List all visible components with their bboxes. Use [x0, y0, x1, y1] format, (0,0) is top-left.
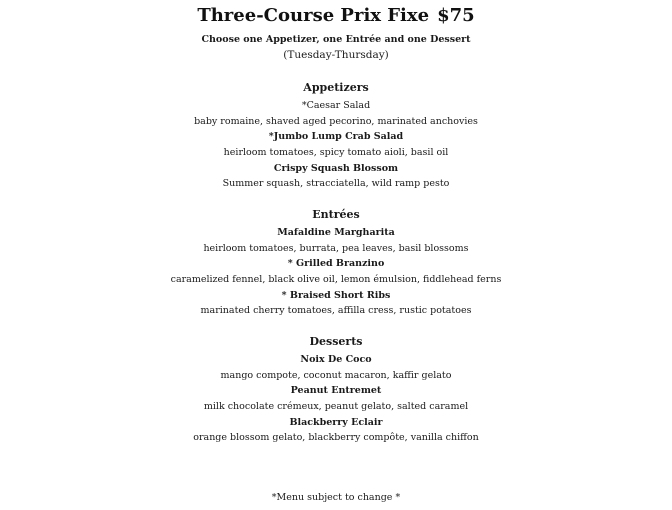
entree-item-description: heirloom tomatoes, burrata, pea leaves, basil blossoms: [203, 242, 469, 254]
appetizers-heading: Appetizers: [303, 81, 369, 94]
dessert-item-name: Noix De Coco: [300, 354, 372, 365]
dessert-item-description: orange blossom gelato, blackberry compôte, vanilla chiffon: [193, 432, 479, 444]
entree-item-name: Mafaldine Margharita: [277, 227, 395, 238]
dessert-item-name: Blackberry Eclair: [289, 416, 383, 428]
dessert-item-name: Peanut Entremet: [290, 385, 382, 397]
appetizer-item-name: *Caesar Salad: [301, 100, 371, 111]
menu-title: [0, 4, 672, 28]
menu-title-text: Three-Course Prix Fixe: [197, 5, 430, 26]
appetizer-item-description: baby romaine, shaved aged pecorino, marinated anchovies: [194, 115, 478, 127]
menu-price: $75: [437, 5, 475, 26]
appetizer-item-name: Crispy Squash Blossom: [273, 162, 399, 174]
entree-item-description: caramelized fennel, black olive oil, lemon émulsion, fiddlehead ferns: [170, 274, 502, 286]
menu-days: (Tuesday-Thursday): [283, 49, 389, 61]
menu-footer-note: *Menu subject to change *: [271, 492, 401, 503]
menu-subtitle: Choose one Appetizer, one Entrée and one Dessert: [201, 34, 471, 45]
appetizer-item-name: *Jumbo Lump Crab Salad: [268, 131, 404, 143]
entrees-heading: Entrées: [312, 208, 360, 221]
desserts-heading: Desserts: [309, 335, 363, 348]
entree-item-name: * Braised Short Ribs: [281, 289, 391, 301]
entrees-section: [0, 208, 672, 320]
dessert-item-description: milk chocolate crémeux, peanut gelato, salted caramel: [203, 401, 469, 413]
entree-item-name: * Grilled Branzino: [287, 258, 385, 270]
appetizers-section: [0, 81, 672, 193]
appetizer-item-description: Summer squash, stracciatella, wild ramp pesto: [222, 178, 450, 190]
desserts-section: [0, 335, 672, 447]
appetizer-item-description: heirloom tomatoes, spicy tomato aioli, basil oil: [223, 147, 449, 159]
entree-item-description: marinated cherry tomatoes, affilla cress, rustic potatoes: [200, 305, 472, 317]
dessert-item-description: mango compote, coconut macaron, kaffir gelato: [220, 369, 452, 381]
